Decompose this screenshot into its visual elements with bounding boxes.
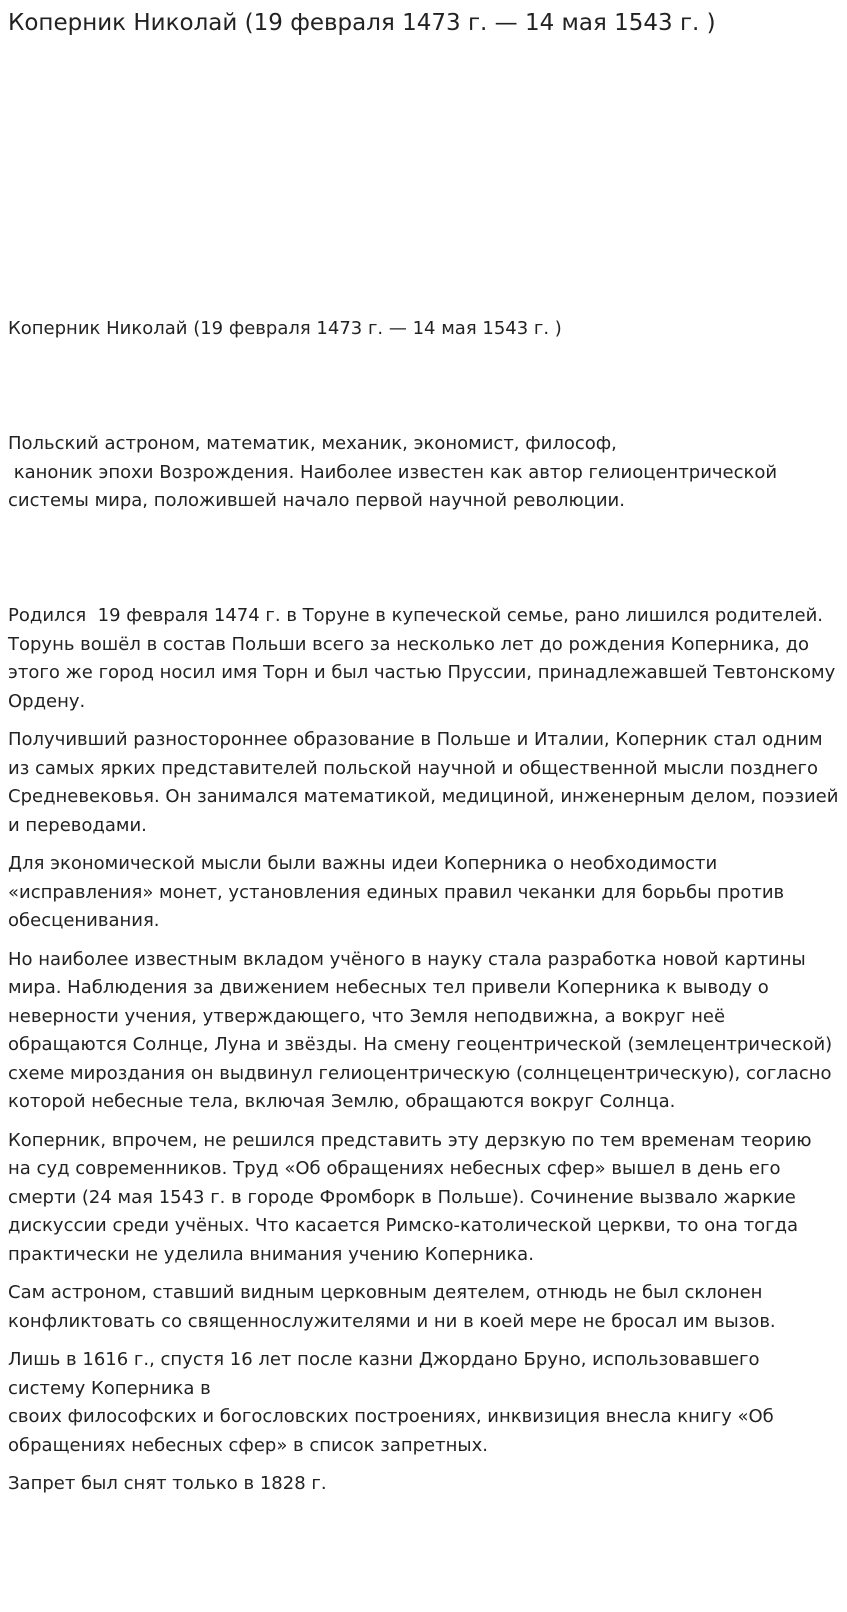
paragraph-inquisition-part-2: своих философских и богословских построениях, инквизиция внесла книгу «Об обращениях небесных сфер» в список запретных.: [8, 1406, 774, 1456]
page-title: Коперник Николай (19 февраля 1473 г. — 14 мая 1543 г. ): [8, 10, 716, 36]
intro-line-3: системы мира, положившей начало первой научной революции.: [8, 490, 625, 511]
paragraph-church: Сам астроном, ставший видным церковным деятелем, отнюдь не был склонен конфликтовать со священнослужителями и ни в коей мере не бросал им вызов.: [8, 1282, 776, 1332]
paragraph-publication: Коперник, впрочем, не решился представить эту дерзкую по тем временам теорию на суд современников. Труд «Об обращениях небесных сфер» вышел в день его смерти (24 мая 1543 г. в городе Фромборк в Польше). Сочинение вызвало жаркие дискуссии среди учёных. Что касается Римско-католической церкви, то она тогда практически не уделила внимания учению Коперника.: [8, 1129, 812, 1265]
paragraph-economics: Для экономической мысли были важны идеи Коперника о необходимости «исправления» монет, установления единых правил чеканки для борьбы против обесценивания.: [8, 853, 785, 931]
article-subtitle: Коперник Николай (19 февраля 1473 г. — 14 мая 1543 г. ): [8, 318, 562, 339]
paragraph-birth: Родился 19 февраля 1474 г. в Торуне в купеческой семье, рано лишился родителей. Торунь вошёл в состав Польши всего за несколько лет до рождения Коперника, до этого же город носил имя Торн и был частью Пруссии, принадлежавшей Тевтонскому Ордену.: [8, 605, 841, 712]
intro-line-2: каноник эпохи Возрождения. Наиболее известен как автор гелиоцентрической: [8, 461, 778, 483]
paragraph-inquisition: [8, 1346, 839, 1460]
article-body: [8, 602, 839, 1509]
article-intro: [8, 430, 839, 516]
paragraph-ban-lifted: Запрет был снят только в 1828 г.: [8, 1473, 327, 1494]
paragraph-education: Получивший разностороннее образование в Польше и Италии, Коперник стал одним из самых ярких представителей польской научной и общественной мысли позднего Средневековья. Он занимался математикой, медициной, инженерным делом, поэзией и переводами.: [8, 729, 839, 836]
paragraph-heliocentrism: Но наиболее известным вкладом учёного в науку стала разработка новой картины мира. Наблюдения за движением небесных тел привели Коперника к выводу о неверности учения, утверждающего, что Земля неподвижна, а вокруг неё обращаются Солнце, Луна и звёзды. На смену геоцентрической (землецентрической) схеме мироздания он выдвинул гелиоцентрическую (солнцецентрическую), согласно которой небесные тела, включая Землю, обращаются вокруг Солнца.: [8, 948, 833, 1112]
paragraph-inquisition-part-1: Лишь в 1616 г., спустя 16 лет после казни Джордано Бруно, использовавшего систему Коперника в: [8, 1349, 760, 1399]
intro-line-1: Польский астроном, математик, механик, экономист, философ,: [8, 433, 617, 454]
